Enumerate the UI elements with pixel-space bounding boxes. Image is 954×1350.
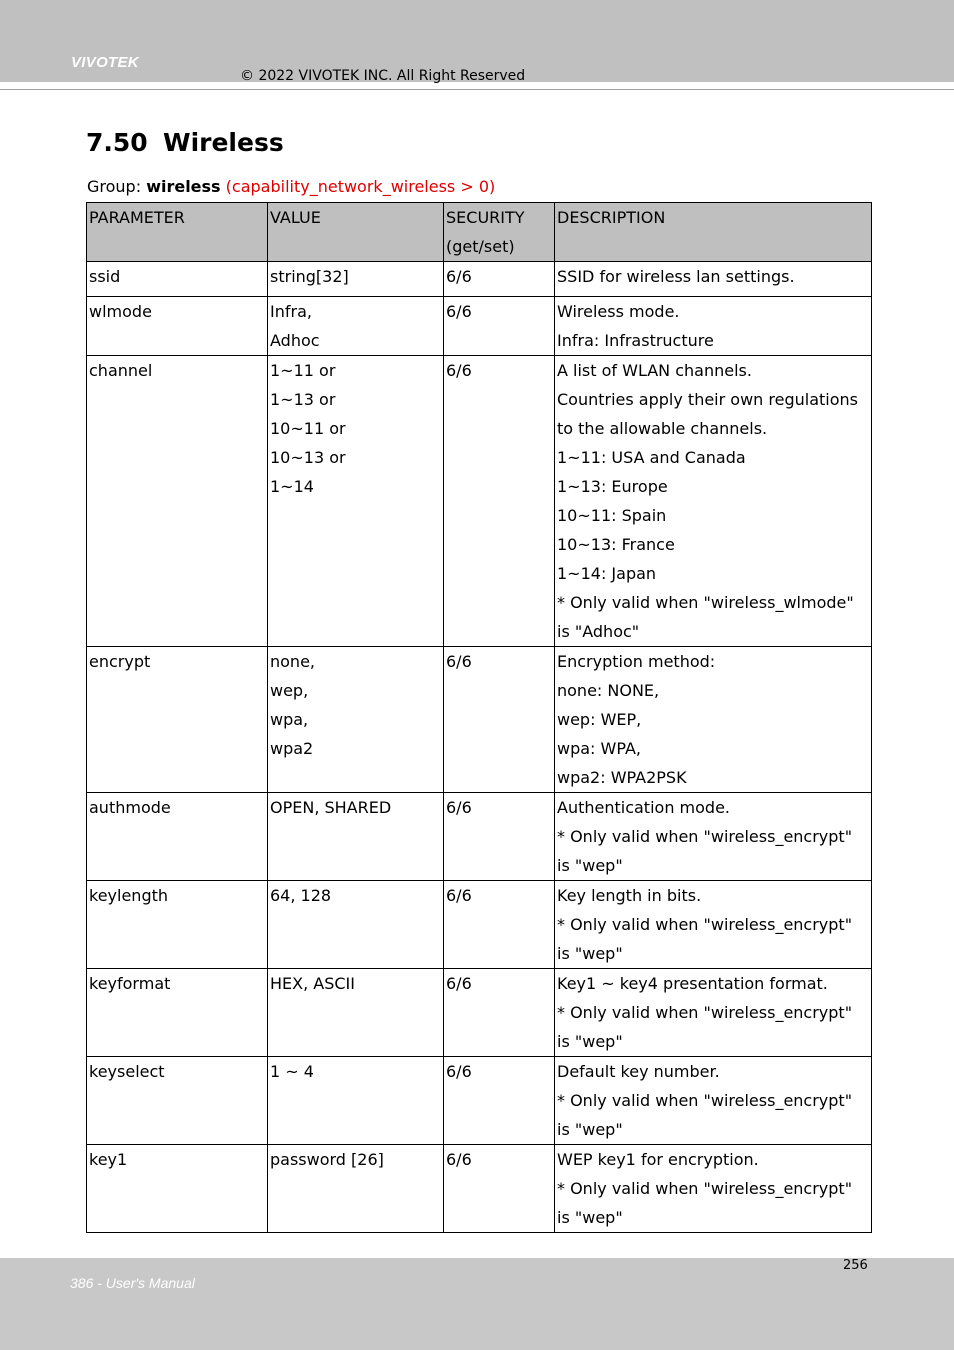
- table-header-row: [87, 203, 872, 262]
- param-cell: key1: [87, 1145, 268, 1233]
- table-row: [87, 262, 872, 297]
- parameter-table: [86, 202, 872, 1233]
- param-cell: ssid: [87, 262, 268, 297]
- param-cell: channel: [87, 356, 268, 647]
- security-cell: 6/6: [444, 793, 555, 881]
- param-cell: authmode: [87, 793, 268, 881]
- value-cell: string[32]: [268, 262, 444, 297]
- value-cell: none, wep, wpa, wpa2: [268, 647, 444, 793]
- value-cell: 1~11 or 1~13 or 10~11 or 10~13 or 1~14: [268, 356, 444, 647]
- brand-logo: VIVOTEK: [71, 54, 139, 71]
- security-cell: 6/6: [444, 969, 555, 1057]
- group-name: wireless: [146, 177, 221, 196]
- value-cell: password [26]: [268, 1145, 444, 1233]
- param-cell: keyselect: [87, 1057, 268, 1145]
- description-cell: Default key number. * Only valid when "wireless_encrypt" is "wep": [555, 1057, 872, 1145]
- security-cell: 6/6: [444, 647, 555, 793]
- value-cell: 64, 128: [268, 881, 444, 969]
- security-cell: 6/6: [444, 356, 555, 647]
- group-line: [87, 177, 495, 196]
- description-cell: SSID for wireless lan settings.: [555, 262, 872, 297]
- header-parameter: PARAMETER: [87, 203, 268, 262]
- footer-band: [0, 1258, 954, 1350]
- value-cell: 1 ~ 4: [268, 1057, 444, 1145]
- description-cell: Encryption method: none: NONE, wep: WEP, wpa: WPA, wpa2: WPA2PSK: [555, 647, 872, 793]
- table-row: [87, 793, 872, 881]
- section-title: [86, 128, 284, 157]
- table-row: [87, 1145, 872, 1233]
- security-cell: 6/6: [444, 297, 555, 356]
- param-cell: encrypt: [87, 647, 268, 793]
- group-condition: (capability_network_wireless > 0): [225, 177, 496, 196]
- security-cell: 6/6: [444, 262, 555, 297]
- table-row: [87, 881, 872, 969]
- copyright-text: © 2022 VIVOTEK INC. All Right Reserved: [240, 68, 526, 84]
- param-cell: keylength: [87, 881, 268, 969]
- section-number: 7.50: [86, 128, 148, 157]
- value-cell: Infra, Adhoc: [268, 297, 444, 356]
- security-cell: 6/6: [444, 881, 555, 969]
- table-row: [87, 647, 872, 793]
- value-cell: HEX, ASCII: [268, 969, 444, 1057]
- param-cell: wlmode: [87, 297, 268, 356]
- security-cell: 6/6: [444, 1145, 555, 1233]
- security-cell: 6/6: [444, 1057, 555, 1145]
- description-cell: Wireless mode. Infra: Infrastructure: [555, 297, 872, 356]
- manual-label: 386 - User's Manual: [70, 1275, 195, 1291]
- param-cell: keyformat: [87, 969, 268, 1057]
- table-row: [87, 1057, 872, 1145]
- table-row: [87, 969, 872, 1057]
- header-divider: [0, 89, 954, 90]
- description-cell: Key1 ~ key4 presentation format. * Only valid when "wireless_encrypt" is "wep": [555, 969, 872, 1057]
- page-number: 256: [843, 1258, 868, 1273]
- description-cell: Authentication mode. * Only valid when "wireless_encrypt" is "wep": [555, 793, 872, 881]
- description-cell: WEP key1 for encryption. * Only valid when "wireless_encrypt" is "wep": [555, 1145, 872, 1233]
- header-security: SECURITY (get/set): [444, 203, 555, 262]
- value-cell: OPEN, SHARED: [268, 793, 444, 881]
- table-row: [87, 356, 872, 647]
- header-description: DESCRIPTION: [555, 203, 872, 262]
- description-cell: A list of WLAN channels. Countries apply their own regulations to the allowable channels. 1~11: USA and Canada 1~13: Europe 10~11: Spain 10~13: France 1~14: Japan * Only valid when "wireless_wlmode" is "Adhoc": [555, 356, 872, 647]
- header-value: VALUE: [268, 203, 444, 262]
- section-name: Wireless: [163, 128, 284, 157]
- table-row: [87, 297, 872, 356]
- group-prefix: Group:: [87, 177, 147, 196]
- description-cell: Key length in bits. * Only valid when "wireless_encrypt" is "wep": [555, 881, 872, 969]
